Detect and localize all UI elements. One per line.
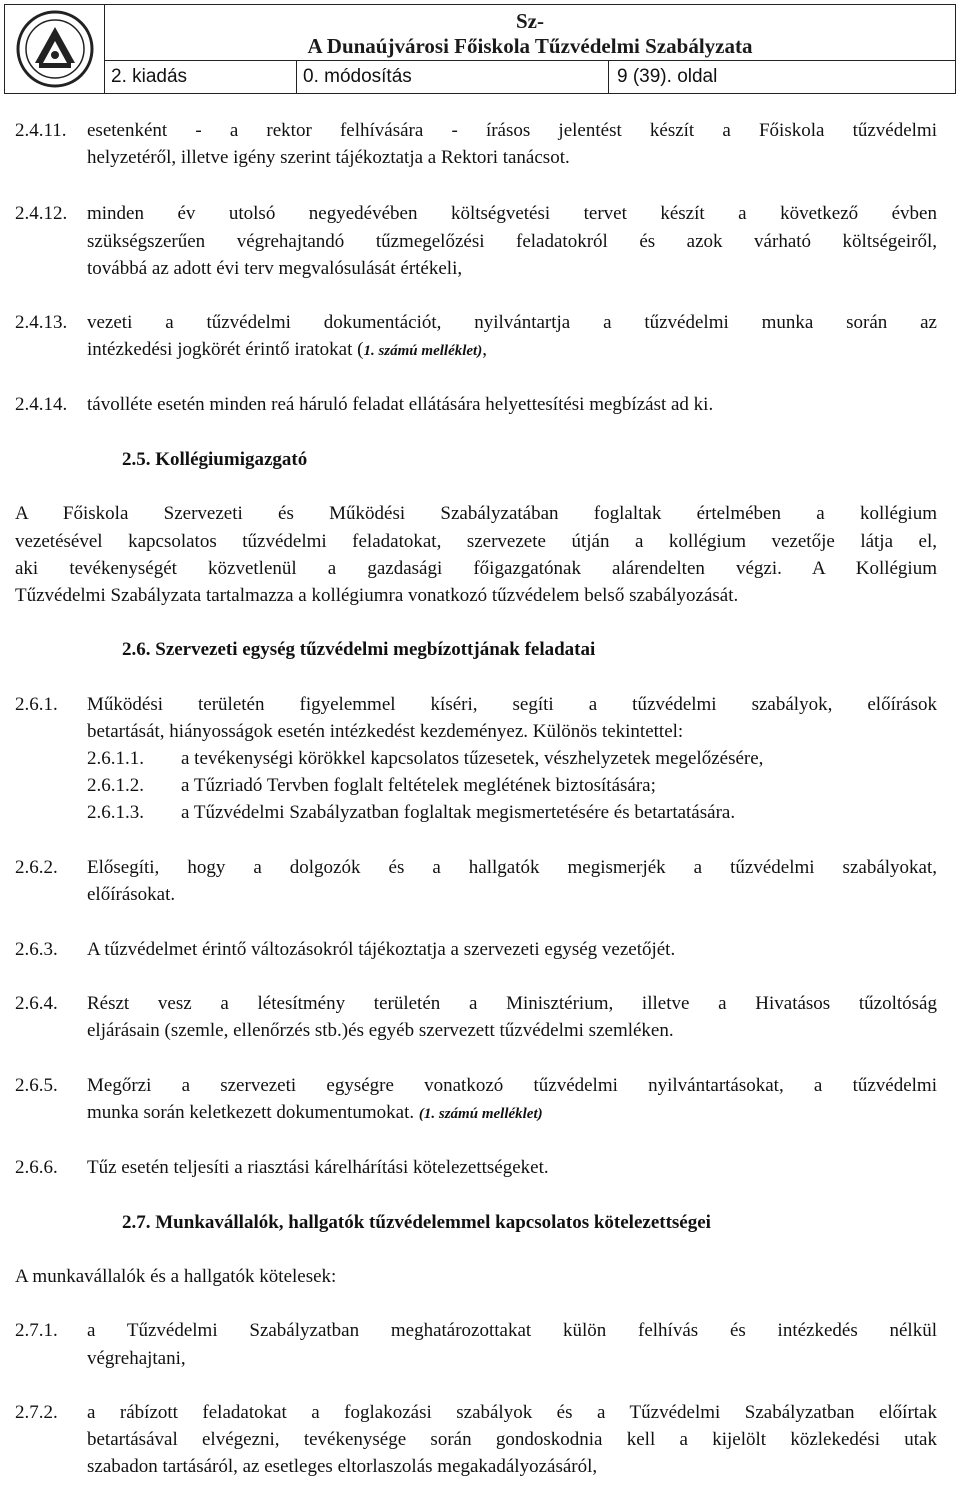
- section-heading: 2.7. Munkavállalók, hallgatók tűzvédelemmel kapcsolatos kötelezettségei: [122, 1212, 711, 1233]
- subitem-number: 2.6.1.1.: [87, 748, 144, 769]
- paragraph-line: aki tevékenységét közvetlenül a gazdasági főigazgatónak alárendelten végzi. A Kollégium: [15, 558, 937, 579]
- subitem-text: a Tűzvédelmi Szabályzatban foglaltak megismertetésére és betartatására.: [181, 802, 736, 823]
- modification-cell: 0. módosítás: [297, 61, 609, 93]
- document-header: [4, 4, 956, 94]
- item-number: 2.6.3.: [15, 939, 58, 960]
- paragraph-line: esetenként - a rektor felhívására - írásos jelentést készít a Főiskola tűzvédelmi: [87, 120, 937, 141]
- title-line-1: Sz-: [516, 9, 544, 33]
- document-title: [105, 5, 955, 61]
- university-logo-icon: [13, 9, 97, 89]
- item-number: 2.6.4.: [15, 993, 58, 1014]
- item-number: 2.4.13.: [15, 312, 68, 333]
- paragraph-line: Működési területén figyelemmel kíséri, segíti a tűzvédelmi szabályok, előírások: [87, 694, 937, 715]
- item-number: 2.4.11.: [15, 120, 67, 141]
- paragraph-line: betartását, hiányosságok esetén intézkedést kezdeményez. Különös tekintettel:: [87, 721, 684, 742]
- item-number: 2.6.2.: [15, 857, 58, 878]
- paragraph-line: végrehajtani,: [87, 1348, 186, 1369]
- paragraph-line: Megőrzi a szervezeti egységre vonatkozó tűzvédelmi nyilvántartásokat, a tűzvédelmi: [87, 1075, 937, 1096]
- header-meta-row: [105, 61, 955, 93]
- paragraph-line: A Főiskola Szervezeti és Működési Szabályzatában foglaltak értelmében a kollégium: [15, 503, 937, 524]
- paragraph-line: előírásokat.: [87, 884, 176, 905]
- item-number: 2.7.1.: [15, 1320, 58, 1341]
- page-number-cell: 9 (39). oldal: [617, 66, 718, 87]
- paragraph-line: szükségszerűen végrehajtandó tűzmegelőzési feladatokról és azok várható költségeiről,: [87, 231, 937, 252]
- item-number: 2.7.2.: [15, 1402, 58, 1423]
- paragraph-line: helyzetéről, illetve igény szerint tájékoztatja a Rektori tanácsot.: [87, 147, 570, 168]
- paragraph-line: eljárásain (szemle, ellenőrzés stb.)és egyéb szervezett tűzvédelmi szemléken.: [87, 1020, 674, 1041]
- item-number: 2.4.14.: [15, 394, 68, 415]
- subitem-number: 2.6.1.2.: [87, 775, 144, 796]
- paragraph-line: [87, 337, 487, 364]
- text-span: ,: [482, 339, 487, 360]
- subitem-number: 2.6.1.3.: [87, 802, 144, 823]
- annex-reference: (1. számú melléklet): [418, 1106, 543, 1122]
- paragraph-line: a Tűzvédelmi Szabályzatban meghatározottakat külön felhívás és intézkedés nélkül: [87, 1320, 937, 1341]
- paragraph-line: Tűzvédelmi Szabályzata tartalmazza a kollégiumra vonatkozó tűzvédelem belső szabályozását.: [15, 585, 739, 606]
- paragraph-line: Tűz esetén teljesíti a riasztási kárelhárítási kötelezettségeket.: [87, 1157, 549, 1178]
- paragraph-line: továbbá az adott évi terv megvalósulását értékeli,: [87, 258, 463, 279]
- text-span: munka során keletkezett dokumentumokat.: [87, 1102, 419, 1123]
- paragraph-line: betartásával elvégezni, tevékenysége során gondoskodnia kell a kijelölt közlekedési utak: [87, 1429, 937, 1450]
- item-number: 2.6.1.: [15, 694, 58, 715]
- text-span: intézkedési jogkörét érintő iratokat (: [87, 339, 364, 360]
- subitem-text: a Tűzriadó Tervben foglalt feltételek meglétének biztosítására;: [181, 775, 656, 796]
- paragraph-line: Elősegíti, hogy a dolgozók és a hallgatók megismerjék a tűzvédelmi szabályokat,: [87, 857, 937, 878]
- subitem-text: a tevékenységi körökkel kapcsolatos tűzesetek, vészhelyzetek megelőzésére,: [181, 748, 764, 769]
- edition-cell: 2. kiadás: [105, 61, 297, 93]
- paragraph-line: [87, 1100, 543, 1127]
- paragraph-line: vezetésével kapcsolatos tűzvédelmi feladatokat, szervezete útján a kollégium vezetője látja el,: [15, 531, 937, 552]
- item-number: 2.6.5.: [15, 1075, 58, 1096]
- paragraph-line: a rábízott feladatokat a foglakozási szabályok és a Tűzvédelmi Szabályzatban előírtak: [87, 1402, 937, 1423]
- logo-cell: [5, 5, 105, 93]
- section-heading: 2.6. Szervezeti egység tűzvédelmi megbízottjának feladatai: [122, 639, 596, 660]
- item-number: 2.4.12.: [15, 203, 68, 224]
- paragraph-line: szabadon tartásáról, az esetleges eltorlaszolás megakadályozásáról,: [87, 1456, 598, 1477]
- annex-reference: 1. számú melléklet): [363, 343, 483, 359]
- paragraph-line: A munkavállalók és a hallgatók kötelesek:: [15, 1266, 337, 1287]
- paragraph-line: Részt vesz a létesítmény területén a Minisztérium, illetve a Hivatásos tűzoltóság: [87, 993, 937, 1014]
- title-line-2: A Dunaújvárosi Főiskola Tűzvédelmi Szabályzata: [307, 34, 753, 58]
- paragraph-line: távolléte esetén minden reá háruló feladat ellátására helyettesítési megbízást ad ki.: [87, 394, 714, 415]
- paragraph-line: vezeti a tűzvédelmi dokumentációt, nyilvántartja a tűzvédelmi munka során az: [87, 312, 937, 333]
- section-heading: 2.5. Kollégiumigazgató: [122, 449, 308, 470]
- paragraph-line: minden év utolsó negyedévében költségvetési tervet készít a következő évben: [87, 203, 937, 224]
- item-number: 2.6.6.: [15, 1157, 58, 1178]
- paragraph-line: A tűzvédelmet érintő változásokról tájékoztatja a szervezeti egység vezetőjét.: [87, 939, 676, 960]
